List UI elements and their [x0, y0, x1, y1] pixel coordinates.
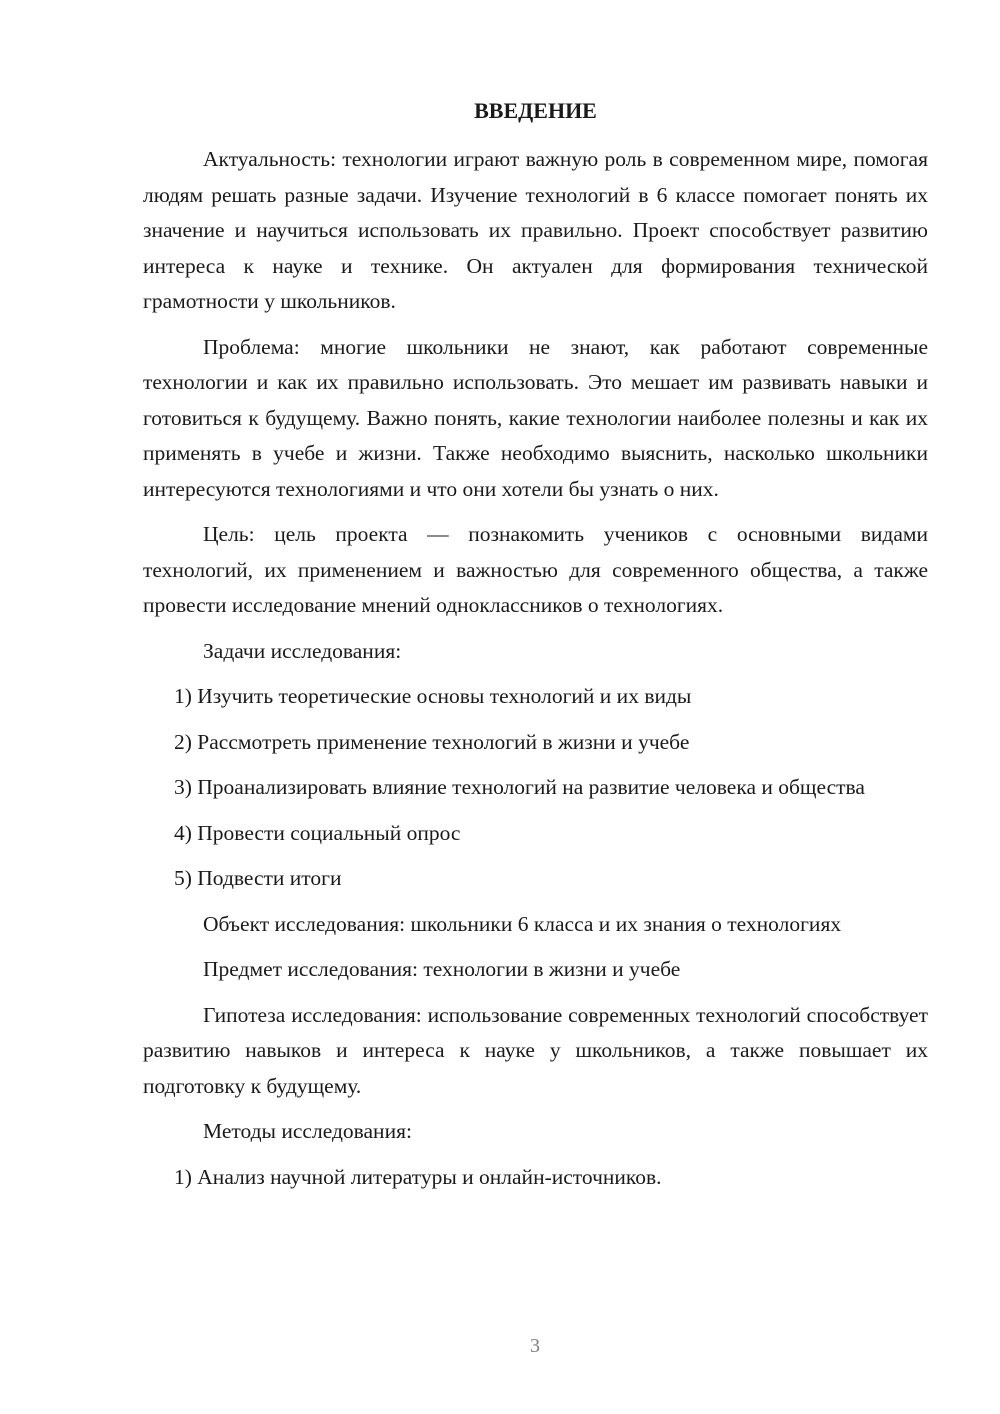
paragraph-goal: Цель: цель проекта — познакомить учеников с основными видами технологий, их применением и важностью для современного общества, а также провести исследование мнений одноклассников о технологиях. [143, 522, 928, 617]
task-item-1: 1) Изучить теоретические основы технологий и их виды [174, 684, 692, 708]
paragraph-relevance: Актуальность: технологии играют важную роль в современном мире, помогая людям решать разные задачи. Изучение технологий в 6 классе помогает понять их значение и научиться использовать их правильно. Проект способствует развитию интереса к науке и технике. Он актуален для формирования технической грамотности у школьников. [143, 147, 928, 313]
paragraph-object: Объект исследования: школьники 6 класса и их знания о технологиях [203, 911, 842, 936]
paragraph-methods-heading: Методы исследования: [203, 1119, 412, 1143]
method-item-1: 1) Анализ научной литературы и онлайн-источников. [174, 1164, 662, 1189]
task-item-2: 2) Рассмотреть применение технологий в жизни и учебе [174, 729, 690, 754]
paragraph-problem: Проблема: многие школьники не знают, как работают современные технологии и как их правильно использовать. Это мешает им развивать навыки и готовиться к будущему. Важно понять, какие технологии наиболее полезны и как их применять в учебе и жизни. Также необходимо выяснить, насколько школьники интересуются технологиями и что они хотели бы узнать о них. [143, 334, 928, 501]
task-item-3: 3) Проанализировать влияние технологий на развитие человека и общества [174, 775, 865, 799]
page-number: 3 [530, 1335, 540, 1357]
task-item-4: 4) Провести социальный опрос [174, 820, 461, 845]
paragraph-tasks-heading: Задачи исследования: [203, 638, 402, 663]
task-item-5: 5) Подвести итоги [174, 866, 342, 890]
document-body [143, 142, 928, 1205]
paragraph-subject: Предмет исследования: технологии в жизни и учебе [203, 957, 681, 981]
paragraph-hypothesis: Гипотеза исследования: использование современных технологий способствует развитию навыков и интереса к науке у школьников, а также повышает их подготовку к будущему. [143, 1002, 928, 1098]
section-title: ВВЕДЕНИЕ [474, 98, 597, 123]
